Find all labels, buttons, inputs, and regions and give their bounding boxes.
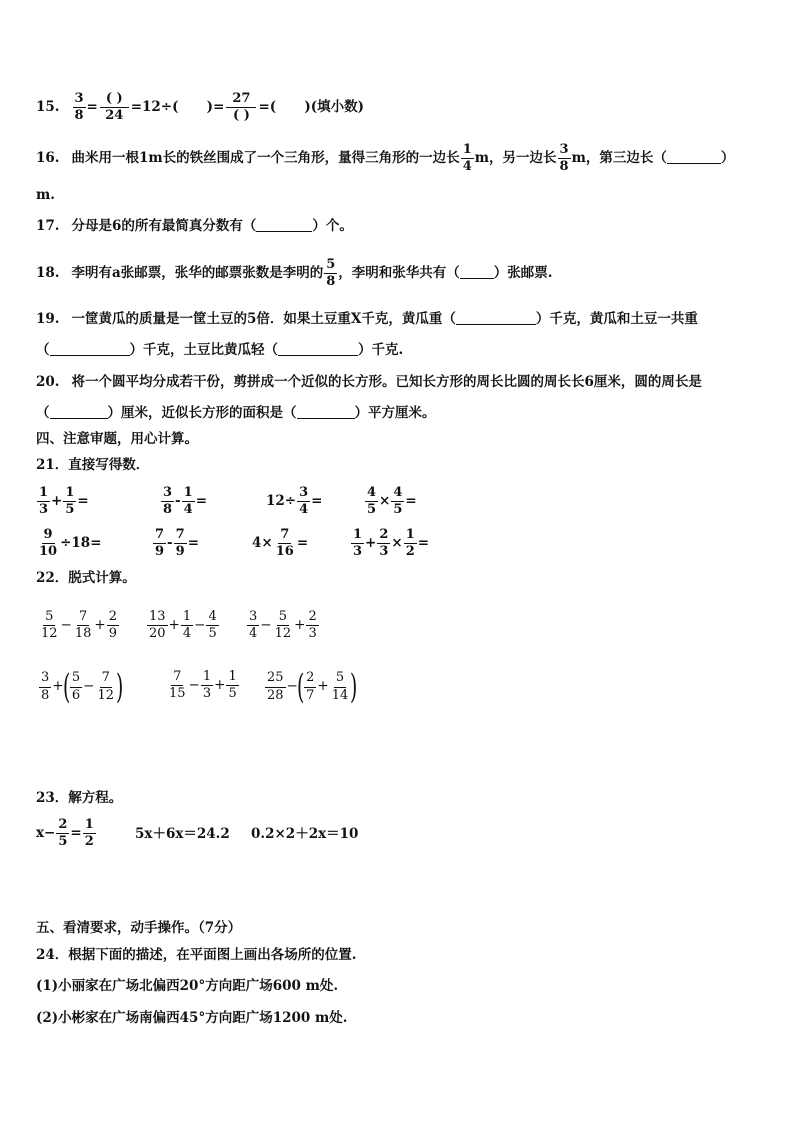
q24-item: (2)小彬家在广场南偏西45°方向距广场1200 m处. xyxy=(36,1010,348,1026)
q24-item: (1)小丽家在广场北偏西20°方向距广场600 m处. xyxy=(36,978,339,994)
q21-item: $\frac{4}{5}$ × $\frac{4}{5}$ = xyxy=(367,485,417,518)
fraction: $\frac{( )}{24}$ xyxy=(100,92,129,124)
fraction: $\frac{2}{3}$ xyxy=(308,609,317,642)
fraction: $\frac{3}{8}$ xyxy=(41,670,50,703)
fraction: $\frac{1}{3}$ xyxy=(202,669,212,702)
question-number: 18. xyxy=(36,265,60,282)
fraction: $\frac{2}{5}$ xyxy=(58,817,68,850)
question-21-title: 21．直接写得数． xyxy=(36,457,150,473)
answer-blank[interactable] xyxy=(50,345,130,356)
fraction: $\frac{5}{6}$ xyxy=(71,670,81,703)
q21-item: $\frac{1}{3}$ + $\frac{1}{5}$ = xyxy=(39,485,89,518)
fraction: $\frac{1}{5}$ xyxy=(65,485,75,518)
fraction: $\frac{7}{18}$ xyxy=(74,609,92,642)
fraction: $\frac{27}{( )}$ xyxy=(226,92,256,124)
fraction: $\frac{1}{2}$ xyxy=(405,527,415,560)
fraction: $\frac{1}{3}$ xyxy=(353,527,363,560)
question-19: 19. 一筐黄瓜的质量是一筐土豆的5倍．如果土豆重X千克，黄瓜重（ ）千克，黄瓜和土豆一共重 xyxy=(36,311,698,327)
question-number: 16. xyxy=(36,150,60,167)
question-20-cont: （ ）厘米，近似长方形的面积是（ ）平方厘米。 xyxy=(36,405,436,421)
question-22-title: 22．脱式计算。 xyxy=(36,570,136,586)
fraction: $\frac{25}{28}$ xyxy=(267,670,284,703)
question-19-cont: （ ）千克，土豆比黄瓜轻（ ）千克. xyxy=(36,342,404,358)
fraction: $\frac{7}{9}$ xyxy=(155,527,165,560)
q21-item: $\frac{3}{8}$ - $\frac{1}{4}$ = xyxy=(163,485,208,518)
question-23-title: 23．解方程。 xyxy=(36,790,123,806)
fraction: $\frac{4}{5}$ xyxy=(367,485,377,518)
fraction: $\frac{7}{12}$ xyxy=(97,670,114,703)
q21-item: 12÷ $\frac{3}{4}$ = xyxy=(266,485,323,518)
q21-item: $\frac{1}{3}$ + $\frac{2}{3}$ × $\frac{1}{2}$ = xyxy=(353,527,430,560)
fraction: $\frac{4}{5}$ xyxy=(393,485,403,518)
q22-expression: $\frac{25}{28}$ − ( $\frac{2}{7}$ + $\frac{5}{14}$ ) xyxy=(267,667,358,707)
fraction: $\frac{4}{5}$ xyxy=(208,609,217,642)
q23-equation: x− $\frac{2}{5}$ = $\frac{1}{2}$ xyxy=(36,817,94,850)
fraction: $\frac{1}{4}$ xyxy=(183,485,193,518)
fraction: $\frac{1}{4}$ xyxy=(182,609,192,642)
q21-item: $\frac{9}{10}$ ÷18= xyxy=(39,527,102,560)
question-17: 17. 分母是6的所有最简真分数有（ ）个。 xyxy=(36,218,353,234)
fraction: $\frac{7}{16}$ xyxy=(275,527,294,560)
question-20: 20. 将一个圆平均分成若干份，剪拼成一个近似的长方形。已知长方形的周长比圆的周长长6厘米，圆的周长是 xyxy=(36,374,702,390)
answer-blank[interactable] xyxy=(278,345,358,356)
fraction: $\frac{3}{8}$ xyxy=(74,91,84,124)
answer-blank[interactable] xyxy=(256,221,312,232)
answer-blank[interactable] xyxy=(297,408,355,419)
section-heading: 五、看清要求，动手操作。（7分） xyxy=(36,920,242,936)
q22-expression: $\frac{5}{12}$ − $\frac{7}{18}$ + $\frac{2}{9}$ xyxy=(41,609,117,642)
answer-blank[interactable] xyxy=(50,408,108,419)
fraction: $\frac{5}{8}$ xyxy=(326,257,336,290)
fraction: $\frac{3}{4}$ xyxy=(249,609,258,642)
fraction: $\frac{9}{10}$ xyxy=(39,527,58,560)
question-15: 15. $\frac{3}{8}$ = $\frac{( )}{24}$ =12÷( )= $\frac{27}{( )}$ =( )(填小数) xyxy=(36,91,365,124)
fraction: $\frac{1}{5}$ xyxy=(228,669,237,702)
question-number: 19. xyxy=(36,311,60,327)
question-number: 15. xyxy=(36,99,60,116)
q23-equation: 5x＋6x＝24.2 xyxy=(135,826,230,842)
question-16: 16. 曲米用一根1m长的铁丝围成了一个三角形，量得三角形的一边长 $\frac{1}{4}$ m，另一边长 $\frac{3}{8}$ m，第三边长（ ） xyxy=(36,142,735,175)
question-24-title: 24．根据下面的描述，在平面图上画出各场所的位置. xyxy=(36,947,357,963)
answer-blank[interactable] xyxy=(456,314,536,325)
section-heading: 四、注意审题，用心计算。 xyxy=(36,431,198,447)
fraction: $\frac{5}{12}$ xyxy=(274,609,292,642)
question-number: 17. xyxy=(36,218,60,234)
fraction: $\frac{1}{3}$ xyxy=(39,485,49,518)
fraction: $\frac{2}{3}$ xyxy=(379,527,389,560)
fraction: $\frac{1}{4}$ xyxy=(462,142,472,175)
fraction: $\frac{3}{4}$ xyxy=(299,485,309,518)
fraction: $\frac{7}{9}$ xyxy=(175,527,185,560)
fraction: $\frac{7}{15}$ xyxy=(169,669,186,702)
fraction: $\frac{3}{8}$ xyxy=(163,485,173,518)
question-16-cont: m. xyxy=(36,187,55,203)
q23-equation: 0.2×2＋2x＝10 xyxy=(251,826,359,842)
answer-blank[interactable] xyxy=(667,153,721,164)
q22-expression: $\frac{7}{15}$ − $\frac{1}{3}$ + $\frac{1}{5}$ xyxy=(169,669,237,702)
fraction: $\frac{1}{2}$ xyxy=(84,817,94,850)
answer-blank[interactable] xyxy=(460,268,494,279)
fraction: $\frac{13}{20}$ xyxy=(149,609,166,642)
fraction: $\frac{2}{9}$ xyxy=(108,609,117,642)
q22-expression: $\frac{13}{20}$ + $\frac{1}{4}$ − $\frac{4}{5}$ xyxy=(149,609,217,642)
q22-expression: $\frac{3}{8}$ + ( $\frac{5}{6}$ − $\frac{7}{12}$ ) xyxy=(41,667,124,707)
question-18: 18. 李明有a张邮票，张华的邮票张数是李明的 $\frac{5}{8}$ ，李明和张华共有（ ）张邮票. xyxy=(36,257,553,290)
q21-item: $\frac{7}{9}$ - $\frac{7}{9}$ = xyxy=(155,527,200,560)
fraction: $\frac{5}{14}$ xyxy=(331,670,349,703)
fraction: $\frac{2}{7}$ xyxy=(306,670,315,703)
question-number: 20. xyxy=(36,374,60,390)
q21-item: 4× $\frac{7}{16}$ = xyxy=(252,527,309,560)
fraction: $\frac{3}{8}$ xyxy=(559,142,569,175)
fraction: $\frac{5}{12}$ xyxy=(41,609,58,642)
q22-expression: $\frac{3}{4}$ − $\frac{5}{12}$ + $\frac{2}{3}$ xyxy=(249,609,317,642)
